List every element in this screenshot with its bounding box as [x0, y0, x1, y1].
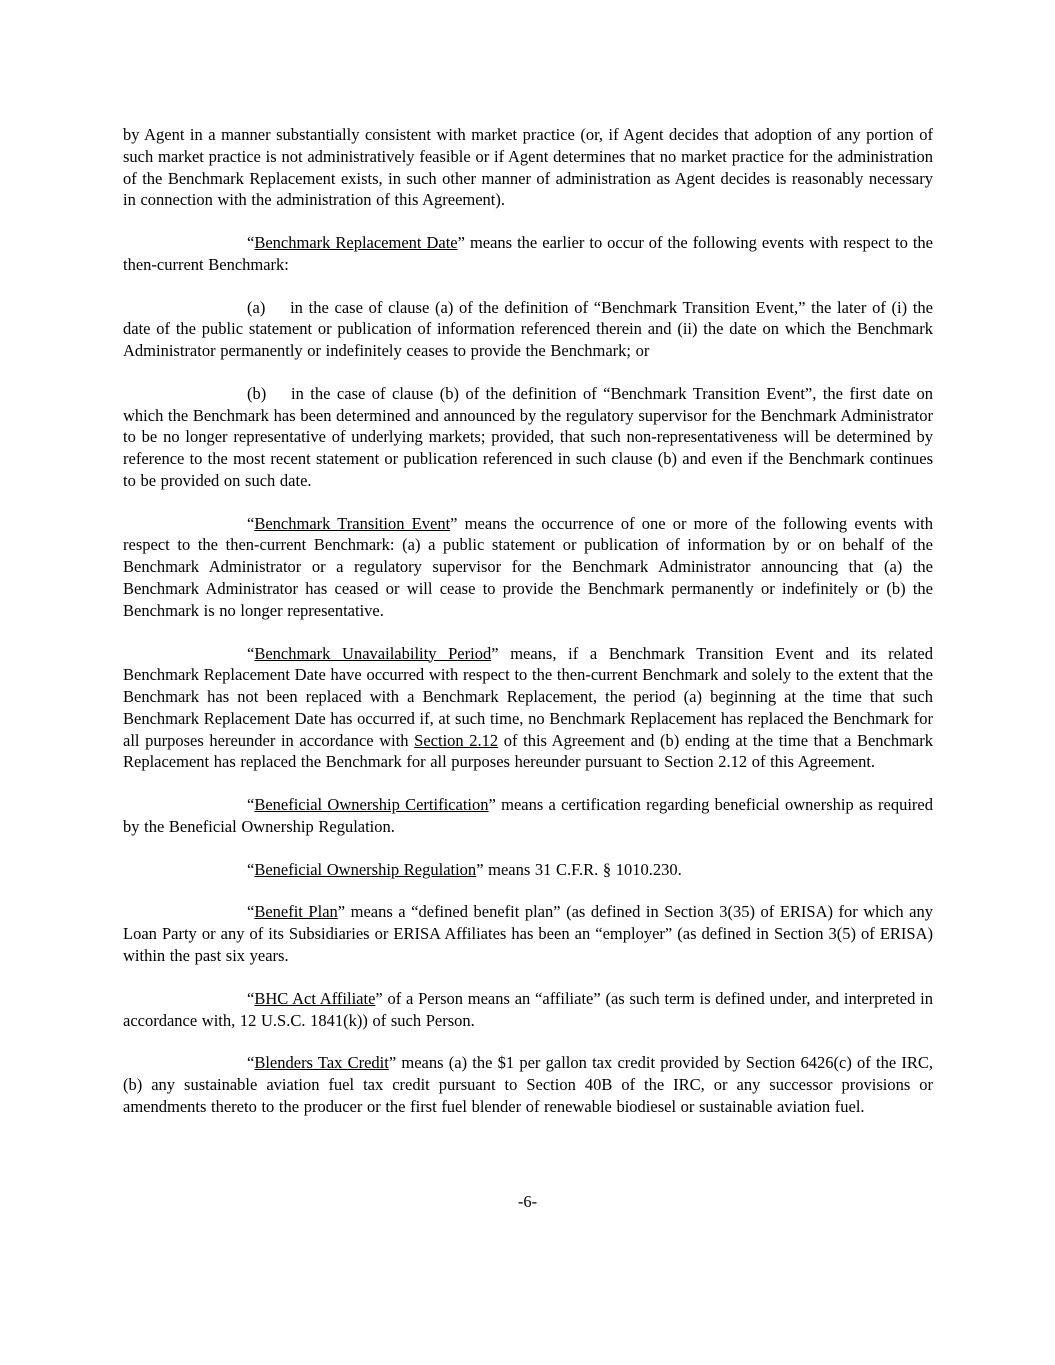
text-run: “ [247, 988, 255, 1008]
text-run: ” means (a) the $1 per gallon tax credit provided by Section 6426(c) of the IRC, (b) any sustainable aviation fuel tax credit pursuant to Section 40B of the IRC, or any successor provisions or amendments thereto to the producer or the first fuel blender of renewable biodiesel or sustainable aviation fuel. [123, 1053, 933, 1116]
text-run: of this Agreement and (b) ending at the time that a Benchmark Replacement has replaced the Benchmark for all purposes hereunder pursuant to Section 2.12 of this Agreement. [123, 730, 933, 772]
defined-term: Benchmark Replacement Date [254, 233, 458, 253]
defined-term: Benefit Plan [254, 902, 338, 922]
defined-term: Benchmark Unavailability Period [254, 643, 492, 663]
paragraph [123, 297, 933, 362]
page-number: -6- [517, 1192, 538, 1211]
paragraph [123, 513, 933, 622]
text-run: “ [247, 513, 255, 533]
text-run: “ [247, 1053, 255, 1073]
defined-term: Beneficial Ownership Regulation [254, 859, 477, 879]
text-run: “ [247, 795, 255, 815]
paragraph [123, 232, 933, 276]
text-run: by Agent in a manner substantially consistent with market practice (or, if Agent decides that adoption of any portion of such market practice is not administratively feasible or if Agent determines that no market practice for the administration of the Benchmark Replacement exists, in such other manner of administration as Agent decides is reasonably necessary in connection with the administration of this Agreement). [123, 125, 933, 210]
paragraph [123, 1052, 933, 1117]
paragraph [123, 383, 933, 492]
text-run: ” means the occurrence of one or more of the following events with respect to the then-current Benchmark: (a) a public statement or publication of information by or on behalf of the Benchmark Administrator or a regulatory supervisor for the Benchmark Administrator announcing that (a) the Benchmark Administrator has ceased or will cease to provide the Benchmark permanently or indefinitely or (b) the Benchmark is no longer representative. [123, 513, 934, 620]
text-run: “ [247, 902, 255, 922]
text-run: ” means 31 C.F.R. § 1010.230. [476, 859, 682, 879]
text-run: ” means the earlier to occur of the following events with respect to the then-current Benchmark: [123, 233, 933, 274]
text-run: “ [247, 859, 255, 879]
paragraph [123, 124, 933, 211]
text-run: ” means a “defined benefit plan” (as defined in Section 3(35) of ERISA) for which any Loan Party or any of its Subsidiaries or ERISA Affiliates has been an “employer” (as defined in Section 3(5) of ERISA) within the past six years. [123, 902, 933, 965]
paragraph [123, 901, 933, 966]
text-run: ” means a certification regarding beneficial ownership as required by the Beneficial Ownership Regulation. [123, 795, 933, 836]
document-body [123, 124, 933, 1139]
defined-term: BHC Act Affiliate [254, 988, 376, 1008]
defined-term: Beneficial Ownership Certification [254, 795, 489, 815]
text-run: (b) in the case of clause (b) of the definition of “Benchmark Transition Event”, the first date on which the Benchmark has been determined and announced by the regulatory supervisor for the Benchmark Administrator to be no longer representative of underlying markets; provided, that such non-representativeness will be determined by reference to the most recent statement or publication referenced in such clause (b) and even if the Benchmark continues to be provided on such date. [123, 383, 933, 490]
defined-term: Benchmark Transition Event [254, 513, 451, 533]
paragraph [123, 859, 933, 881]
text-run: (a) in the case of clause (a) of the definition of “Benchmark Transition Event,” the later of (i) the date of the public statement or publication of information referenced therein and (ii) the date on which the Benchmark Administrator permanently or indefinitely ceases to provide the Benchmark; or [123, 297, 933, 361]
text-run: “ [247, 643, 255, 663]
text-run: “ [247, 233, 255, 253]
defined-term: Blenders Tax Credit [254, 1053, 389, 1073]
paragraph [123, 643, 933, 774]
paragraph [123, 794, 933, 838]
defined-term: Section 2.12 [414, 730, 499, 750]
paragraph [123, 988, 933, 1032]
text-run: ” of a Person means an “affiliate” (as such term is defined under, and interpreted in accordance with, 12 U.S.C. 1841(k)) of such Person. [123, 988, 933, 1030]
text-run: ” means, if a Benchmark Transition Event and its related Benchmark Replacement Date have occurred with respect to the then-current Benchmark and solely to the extent that the Benchmark has not been replaced with a Benchmark Replacement, the period (a) beginning at the time that such Benchmark Replacement Date has occurred if, at such time, no Benchmark Replacement has replaced the Benchmark for all purposes hereunder in accordance with [123, 643, 933, 750]
